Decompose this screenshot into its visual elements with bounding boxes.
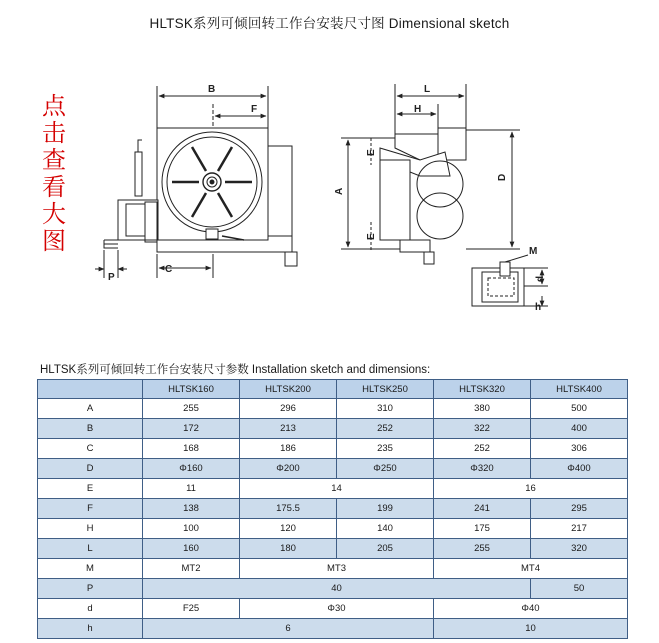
table-cell: Φ250 xyxy=(337,459,434,479)
table-row xyxy=(38,399,628,419)
row-label: D xyxy=(38,459,143,479)
table-cell: 175.5 xyxy=(240,499,337,519)
dim-label-E-top: E xyxy=(366,149,377,156)
dim-label-d: d xyxy=(535,275,546,282)
table-cell: 252 xyxy=(434,439,531,459)
table-cell: 14 xyxy=(240,479,434,499)
table-cell: 217 xyxy=(531,519,628,539)
table-cell: 322 xyxy=(434,419,531,439)
table-cell: F25 xyxy=(143,599,240,619)
table-cell: 296 xyxy=(240,399,337,419)
table-cell: MT3 xyxy=(240,559,434,579)
table-cell: 241 xyxy=(434,499,531,519)
table-cell: 168 xyxy=(143,439,240,459)
dim-label-E-bottom: E xyxy=(366,233,377,240)
table-cell: 100 xyxy=(143,519,240,539)
dim-label-F: F xyxy=(251,104,258,115)
table-cell: 140 xyxy=(337,519,434,539)
table-row xyxy=(38,559,628,579)
table-cell: 10 xyxy=(434,619,628,639)
table-cell: MT4 xyxy=(434,559,628,579)
row-label: F xyxy=(38,499,143,519)
table-cell: 320 xyxy=(531,539,628,559)
dim-label-A: A xyxy=(334,187,345,195)
table-cell: Φ160 xyxy=(143,459,240,479)
dimensional-sketch xyxy=(0,60,659,335)
row-label: C xyxy=(38,439,143,459)
table-cell: 11 xyxy=(143,479,240,499)
table-header-cell: HLTSK320 xyxy=(434,380,531,399)
table-cell: Φ320 xyxy=(434,459,531,479)
table-row xyxy=(38,479,628,499)
table-body xyxy=(38,399,628,639)
front-view xyxy=(95,86,297,278)
row-label: h xyxy=(38,619,143,639)
dim-label-P: P xyxy=(108,272,115,283)
table-cell: 40 xyxy=(143,579,531,599)
table-cell: 255 xyxy=(143,399,240,419)
table-cell: 295 xyxy=(531,499,628,519)
page-title: HLTSK系列可倾回转工作台安装尺寸图 Dimensional sketch xyxy=(149,16,510,31)
table-cell: 160 xyxy=(143,539,240,559)
table-cell: 255 xyxy=(434,539,531,559)
table-cell: 205 xyxy=(337,539,434,559)
dim-label-C: C xyxy=(165,264,173,275)
dim-label-M: M xyxy=(529,246,538,257)
row-label: A xyxy=(38,399,143,419)
side-link-char: 图 xyxy=(42,227,66,255)
table-row xyxy=(38,439,628,459)
row-label: d xyxy=(38,599,143,619)
table-cell: 50 xyxy=(531,579,628,599)
table-cell: Φ200 xyxy=(240,459,337,479)
table-cell: 310 xyxy=(337,399,434,419)
table-cell: Φ40 xyxy=(434,599,628,619)
table-row xyxy=(38,539,628,559)
side-link-char: 查 xyxy=(42,146,66,174)
table-row xyxy=(38,599,628,619)
table-header-cell: HLTSK400 xyxy=(531,380,628,399)
table-cell: 400 xyxy=(531,419,628,439)
dim-label-D: D xyxy=(497,173,508,181)
table-cell: 235 xyxy=(337,439,434,459)
table-cell: Φ30 xyxy=(240,599,434,619)
table-cell: 16 xyxy=(434,479,628,499)
table-cell: 172 xyxy=(143,419,240,439)
table-cell: Φ400 xyxy=(531,459,628,479)
dim-label-B: B xyxy=(208,84,216,95)
row-label: M xyxy=(38,559,143,579)
table-row xyxy=(38,619,628,639)
dim-label-h: h xyxy=(535,302,542,313)
side-link-char: 大 xyxy=(42,200,66,228)
table-cell: 306 xyxy=(531,439,628,459)
side-link-char: 击 xyxy=(42,119,66,147)
table-cell: 186 xyxy=(240,439,337,459)
table-row xyxy=(38,579,628,599)
table-row xyxy=(38,419,628,439)
table-cell: 138 xyxy=(143,499,240,519)
table-header-corner xyxy=(38,380,143,399)
table-header-cell: HLTSK200 xyxy=(240,380,337,399)
table-cell: 120 xyxy=(240,519,337,539)
table-row xyxy=(38,519,628,539)
dim-label-H: H xyxy=(414,104,422,115)
table-cell: 213 xyxy=(240,419,337,439)
table-title: HLTSK系列可倾回转工作台安装尺寸参数 Installation sketch and dimensions: xyxy=(40,364,431,376)
row-label: P xyxy=(38,579,143,599)
table-cell: 175 xyxy=(434,519,531,539)
dim-label-L: L xyxy=(424,84,431,95)
table-header-cell: HLTSK250 xyxy=(337,380,434,399)
table-cell: 180 xyxy=(240,539,337,559)
table-cell: 380 xyxy=(434,399,531,419)
table-cell: 252 xyxy=(337,419,434,439)
table-cell: MT2 xyxy=(143,559,240,579)
table-header-cell: HLTSK160 xyxy=(143,380,240,399)
row-label: B xyxy=(38,419,143,439)
side-link-char: 点 xyxy=(42,92,66,120)
table-cell: 500 xyxy=(531,399,628,419)
table-cell: 199 xyxy=(337,499,434,519)
table-row xyxy=(38,499,628,519)
row-label: L xyxy=(38,539,143,559)
dimensions-table xyxy=(37,379,628,639)
row-label: H xyxy=(38,519,143,539)
side-link-char: 看 xyxy=(42,173,66,201)
table-row xyxy=(38,459,628,479)
table-header-row xyxy=(38,380,628,399)
row-label: E xyxy=(38,479,143,499)
table-cell: 6 xyxy=(143,619,434,639)
